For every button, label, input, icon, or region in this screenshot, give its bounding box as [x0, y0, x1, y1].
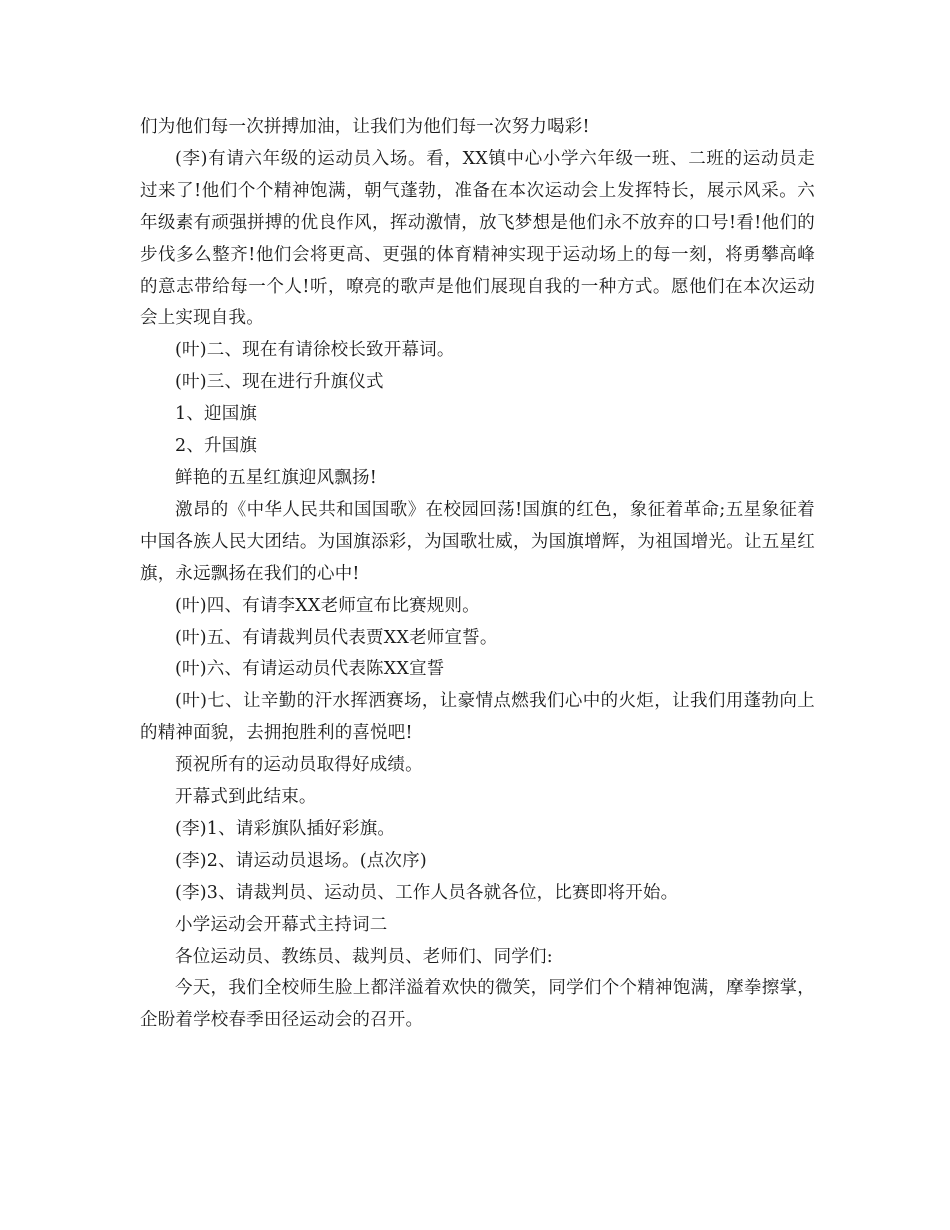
paragraph-flag-team: (李)1、请彩旗队插好彩旗。 [175, 818, 396, 839]
paragraph-referee-oath: (叶)五、有请裁判员代表贾XX老师宣誓。 [175, 627, 498, 648]
paragraph-athlete-oath: (叶)六、有请运动员代表陈XX宣誓 [175, 659, 445, 680]
document-body [140, 112, 815, 1037]
paragraph-good-wishes: 预祝所有的运动员取得好成绩。 [175, 755, 423, 776]
paragraph-flag-ceremony: (叶)三、现在进行升旗仪式 [175, 372, 384, 393]
paragraph-rules: (叶)四、有请李XX老师宣布比赛规则。 [175, 595, 480, 616]
paragraph-greeting: 各位运动员、教练员、裁判员、老师们、同学们: [175, 946, 553, 967]
paragraph-closing: 开幕式到此结束。 [175, 787, 317, 808]
paragraph-encouragement: (叶)七、让辛勤的汗水挥洒赛场，让豪情点燃我们心中的火炬，让我们用蓬勃向上的精神面貌，去拥抱胜利的喜悦吧! [140, 691, 815, 744]
paragraph-continuation: 们为他们每一次拼搏加油，让我们为他们每一次努力喝彩! [140, 117, 590, 137]
paragraph-flag-waving: 鲜艳的五星红旗迎风飘扬! [175, 467, 377, 488]
paragraph-athletes-exit: (李)2、请运动员退场。(点次序) [175, 850, 427, 871]
paragraph-principal-speech: (叶)二、现在有请徐校长致开幕词。 [175, 340, 455, 361]
list-item-raise-flag: 2、升国旗 [175, 436, 258, 457]
section-heading-script-two: 小学运动会开幕式主持词二 [175, 914, 388, 935]
paragraph-sixth-grade-entrance: (李)有请六年级的运动员入场。看，XX镇中心小学六年级一班、二班的运动员走过来了!他们个个精神饱满，朝气蓬勃，准备在本次运动会上发挥特长，展示风采。六年级素有顽强拼搏的优良作风，挥动激情，放飞梦想是他们永不放弃的口号!看!他们的步伐多么整齐!他们会将更高、更强的体育精神实现于运动场上的每一刻，将勇攀高峰的意志带给每一个人!听，嘹亮的歌声是他们展现自我的一种方式。愿他们在本次运动会上实现自我。 [140, 148, 815, 329]
list-item-welcome-flag: 1、迎国旗 [175, 404, 258, 425]
paragraph-positions: (李)3、请裁判员、运动员、工作人员各就各位，比赛即将开始。 [175, 882, 679, 903]
paragraph-today: 今天，我们全校师生脸上都洋溢着欢快的微笑，同学们个个精神饱满，摩拳擦掌， 企盼着学校春季田径运动会的召开。 [140, 978, 815, 1031]
paragraph-national-anthem: 激昂的《中华人民共和国国歌》在校园回荡!国旗的红色，象征着革命;五星象征着中国各族人民大团结。为国旗添彩，为国歌壮威，为国旗增辉，为祖国增光。让五星红旗，永远飘扬在我们的心中! [140, 499, 815, 584]
